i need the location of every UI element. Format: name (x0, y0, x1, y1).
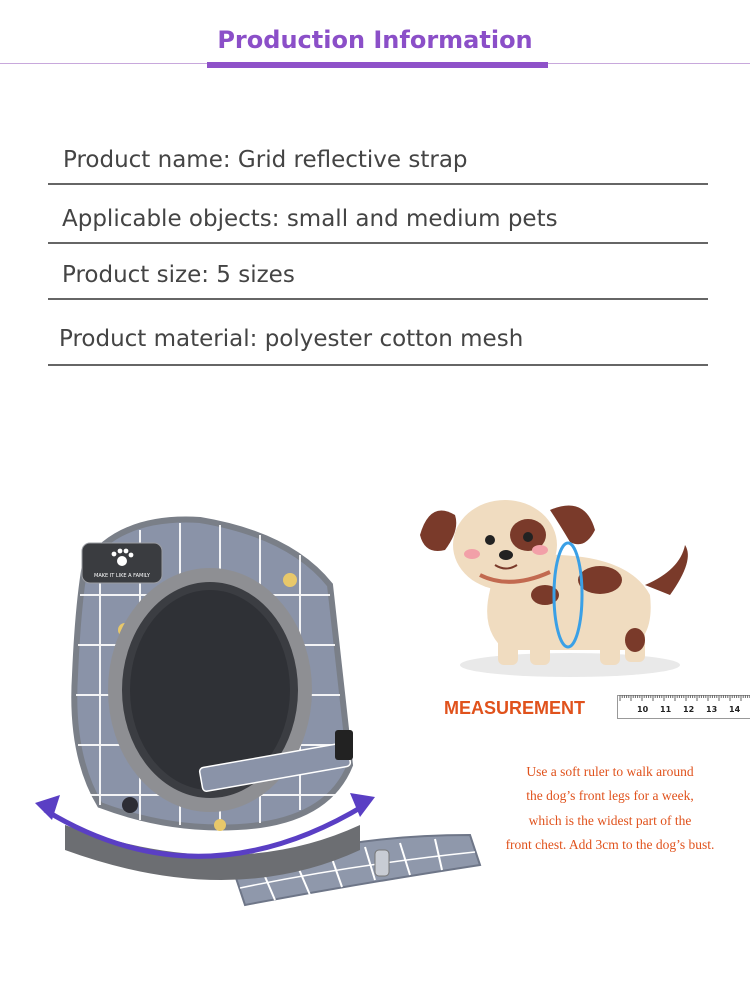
info-applicable-objects: Applicable objects: small and medium pets (62, 206, 558, 232)
info-product-name: Product name: Grid reflective strap (63, 147, 468, 173)
instruction-line: Use a soft ruler to walk around (526, 764, 694, 779)
title-underline (207, 62, 548, 68)
info-row-product-name (48, 147, 708, 185)
measurement-title: MEASUREMENT (444, 698, 586, 718)
info-row-product-size (48, 262, 708, 300)
ruler-tick-label: 14 (729, 705, 741, 714)
ruler-tick-label: 13 (706, 705, 718, 714)
ruler-graphic (617, 695, 750, 719)
info-product-size: Product size: 5 sizes (62, 262, 295, 288)
info-product-material: Product material: polyester cotton mesh (59, 326, 524, 352)
dog-illustration (410, 480, 710, 680)
ruler-tick-label: 11 (660, 705, 672, 714)
info-row-applicable-objects (48, 206, 708, 244)
ruler-tick-label: 10 (637, 705, 649, 714)
instruction-line: front chest. Add 3cm to the dog’s bust. (505, 836, 715, 852)
ruler-tick-label: 12 (683, 705, 695, 714)
instruction-line: which is the widest part of the (528, 812, 692, 828)
measurement-instructions (470, 760, 750, 857)
page-title: Production Information (217, 26, 533, 54)
info-row-product-material (48, 326, 708, 366)
harness-patch-text: MAKE IT LIKE A FAMILY (94, 573, 150, 579)
instruction-line: the dog’s front legs for a week, (526, 788, 694, 804)
